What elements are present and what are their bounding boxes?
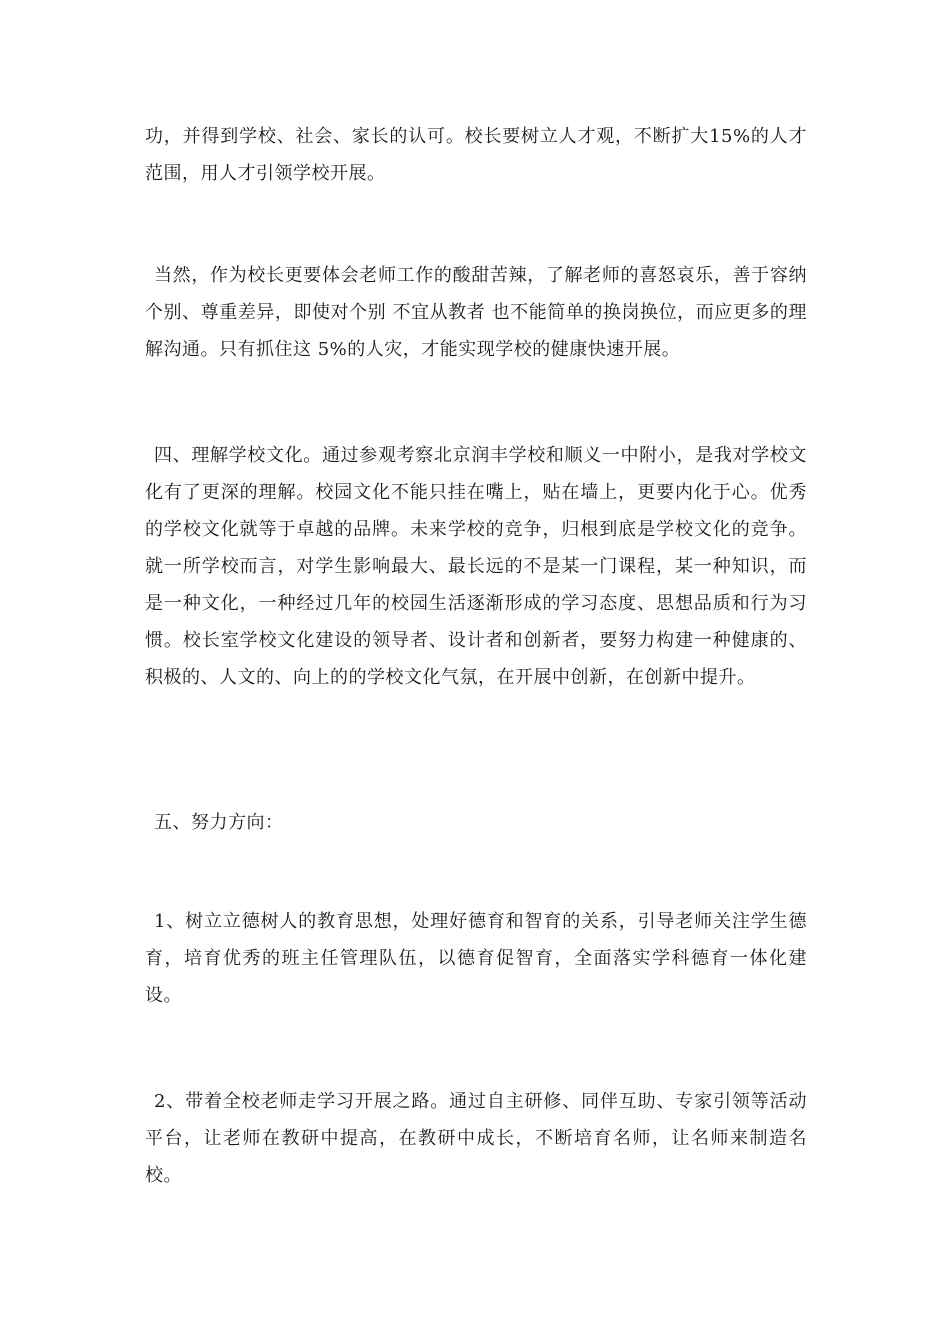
paragraph-talent-view: 功，并得到学校、社会、家长的认可。校长要树立人才观，不断扩大15%的人才范围，用人才引领学校开展。 — [145, 126, 807, 184]
list-item-moral-education: 1、树立立德树人的教育思想，处理好德育和智育的关系，引导老师关注学生德育，培育优秀的班主任管理队伍，以德育促智育，全面落实学科德育一体化建设。 — [145, 911, 807, 1006]
list-item-teacher-development: 2、带着全校老师走学习开展之路。通过自主研修、同伴互助、专家引领等活动平台，让老师在教研中提高，在教研中成长，不断培育名师，让名师来制造名校。 — [145, 1091, 807, 1186]
paragraph-understand-teachers: 当然，作为校长更要体会老师工作的酸甜苦辣，了解老师的喜怒哀乐，善于容纳个别、尊重差异，即使对个别 不宜从教者 也不能简单的换岗换位，而应更多的理解沟通。只有抓住这 5%的人灾，才能实现学校的健康快速开展。 — [145, 265, 807, 360]
heading-effort-direction: 五、努力方向： — [154, 812, 284, 833]
paragraph-school-culture: 四、理解学校文化。通过参观考察北京润丰学校和顺义一中附小，是我对学校文化有了更深的理解。校园文化不能只挂在嘴上，贴在墙上，更要内化于心。优秀的学校文化就等于卓越的品牌。未来学校的竞争，归根到底是学校文化的竞争。就一所学校而言，对学生影响最大、最长远的不是某一门课程，某一种知识，而是一种文化，一种经过几年的校园生活逐渐形成的学习态度、思想品质和行为习惯。校长室学校文化建设的领导者、设计者和创新者，要努力构建一种健康的、积极的、人文的、向上的的学校文化气氛，在开展中创新，在创新中提升。 — [145, 445, 807, 688]
